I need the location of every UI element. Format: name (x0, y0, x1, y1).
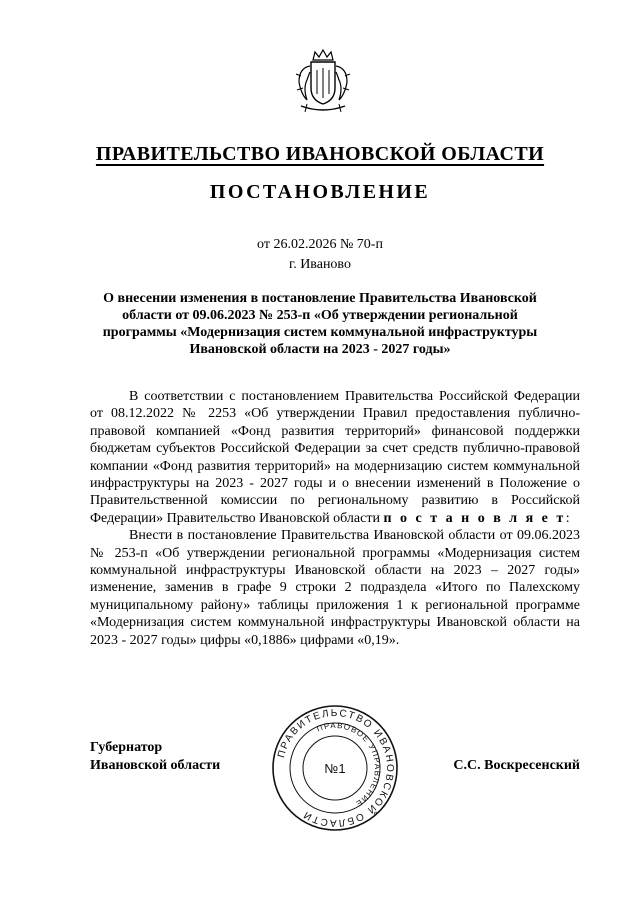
document-subject: О внесении изменения в постановление Правительства Ивановской области от 09.06.2023 № 253-п «Об утверждении региональной программы «Модернизация систем коммунальной инфраструктуры Ивановской области на 2023 - 2027 годы» (102, 291, 538, 357)
signer-position-line-1: Губернатор (90, 740, 163, 755)
document-meta (60, 235, 580, 275)
body-paragraph-1: В соответствии с постановлением Правительства Российской Федерации от 08.12.2022 № 2253 «Об утверждении Правил предоставления публично-правовой компанией «Фонд развития территорий» финансовой поддержки бюджетам субъектов Российской Федерации за счет средств публично-правовой компании «Фонд развития территорий» на модернизацию систем коммунальной инфраструктуры на 2023 - 2027 годы и о внесении изменений в Положение о Правительственной комиссии по региональному развитию в Российской Федерации» Правительство Ивановской области п о с т а н о в л я е т: (90, 389, 580, 526)
document-type: ПОСТАНОВЛЕНИЕ (209, 181, 431, 203)
svg-text:ПРАВОВОЕ УПРАВЛЕНИЕ: ПРАВОВОЕ УПРАВЛЕНИЕ (315, 720, 383, 809)
signer-position (90, 739, 220, 775)
official-seal-stamp (270, 703, 400, 833)
coat-of-arms-icon (293, 48, 353, 118)
document-city: г. Иваново (289, 257, 351, 272)
document-body (90, 388, 580, 649)
signer-position-line-2: Ивановской области (90, 758, 221, 773)
resolves-word: п о с т а н о в л я е т (383, 510, 566, 526)
svg-text:ПРАВИТЕЛЬСТВО ИВАНОВСКОЙ ОБЛАС: ПРАВИТЕЛЬСТВО ИВАНОВСКОЙ ОБЛАСТИ (276, 707, 396, 829)
stamp-number: №1 (324, 761, 346, 776)
body-paragraph-2: Внести в постановление Правительства Ивановской области от 09.06.2023 № 253-п «Об утверждении региональной программы «Модернизация систем коммунальной инфраструктуры Ивановской области на 2023 – 2027 годы» изменение, заменив в графе 9 строки 2 подраздела «Итого по Палехскому муниципальному району» таблицы приложения 1 к региональной программе «Модернизация систем коммунальной инфраструктуры Ивановской области на 2023 - 2027 годы» цифры «0,1886» цифрами «0,19». (90, 528, 580, 648)
organization-title: ПРАВИТЕЛЬСТВО ИВАНОВСКОЙ ОБЛАСТИ (95, 143, 545, 165)
document-date-number: от 26.02.2026 № 70-п (257, 237, 383, 252)
signer-name: С.С. Воскресенский (453, 758, 580, 773)
